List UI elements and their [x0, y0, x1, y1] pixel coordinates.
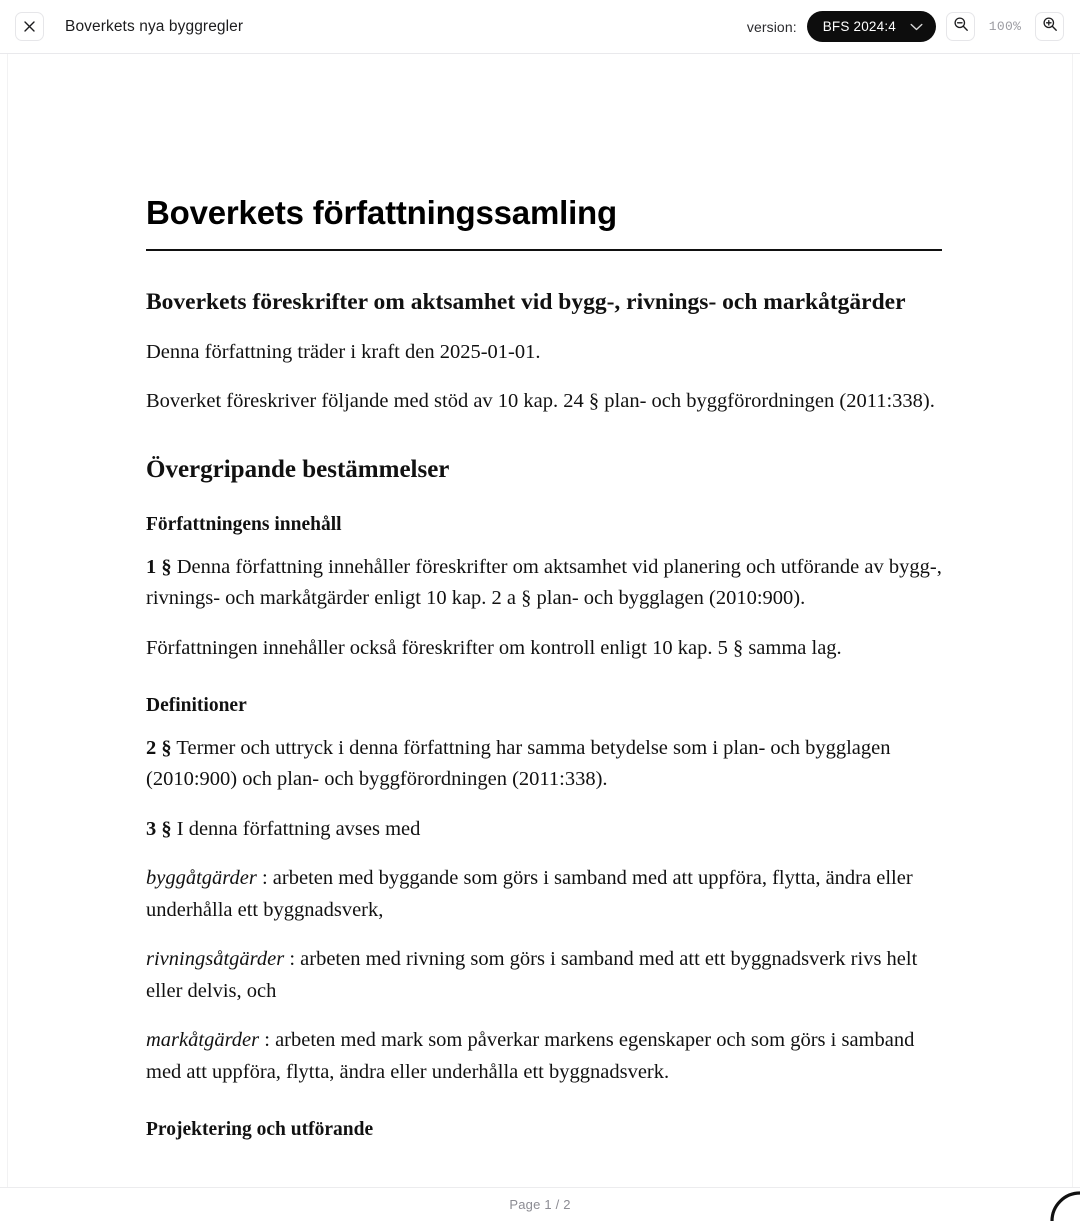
toolbar-right-group — [747, 11, 1064, 42]
document-viewport[interactable] — [0, 54, 1080, 1187]
definition-item — [146, 1025, 942, 1088]
paragraph-number-1: 1 § — [146, 555, 172, 578]
paragraph-2-text: Termer och uttryck i denna författning har samma betydelse som i plan- och bygglagen (2010:900) och plan- och byggförordningen (2011:338). — [146, 736, 891, 791]
paragraph-3-text: I denna författning avses med — [171, 817, 421, 840]
document-content — [8, 54, 1072, 1141]
definition-item — [146, 944, 942, 1007]
document-heading-subtitle: Boverkets föreskrifter om aktsamhet vid bygg-, rivnings- och markåtgärder — [146, 289, 906, 315]
definition-separator: : — [284, 948, 301, 971]
paragraph-1b: Författningen innehåller också föreskrifter om kontroll enligt 10 kap. 5 § samma lag. — [146, 636, 842, 659]
version-dropdown-value: BFS 2024:4 — [822, 19, 896, 34]
definition-item — [146, 863, 942, 926]
document-page — [7, 54, 1073, 1187]
document-heading-main: Boverkets författningssamling — [146, 194, 942, 251]
zoom-out-button[interactable] — [946, 12, 975, 41]
close-icon — [23, 20, 36, 33]
document-footer — [0, 1187, 1080, 1221]
close-button[interactable] — [15, 12, 44, 41]
definition-separator: : — [256, 867, 273, 890]
chevron-down-icon — [910, 19, 923, 34]
subsection-heading-definitioner: Definitioner — [146, 694, 247, 716]
zoom-in-icon — [1042, 16, 1058, 37]
paragraph-number-3: 3 § — [146, 817, 172, 840]
paragraph-bemyndigande: Boverket föreskriver följande med stöd av 10 kap. 24 § plan- och byggförordningen (2011:338). — [146, 390, 935, 413]
resize-handle[interactable] — [1046, 1187, 1080, 1221]
paragraph-1 — [146, 552, 942, 615]
definition-term: markåtgärder — [146, 1029, 260, 1052]
definition-term: byggåtgärder — [146, 867, 257, 890]
page-title: Boverkets nya byggregler — [65, 17, 244, 35]
page-indicator: Page 1 / 2 — [509, 1197, 571, 1212]
section-heading-overgripande: Övergripande bestämmelser — [146, 455, 450, 483]
paragraph-ikrafttradande: Denna författning träder i kraft den 2025-01-01. — [146, 340, 541, 363]
version-label: version: — [746, 18, 797, 35]
paragraph-2 — [146, 733, 942, 796]
definition-term: rivningsåtgärder — [146, 948, 285, 971]
zoom-out-icon — [953, 16, 969, 37]
definition-separator: : — [259, 1029, 276, 1052]
paragraph-3 — [146, 814, 942, 846]
definition-text: arbeten med byggande som görs i samband med att uppföra, flytta, ändra eller underhålla ett byggnadsverk, — [146, 867, 913, 921]
zoom-in-button[interactable] — [1035, 12, 1064, 41]
paragraph-number-2: 2 § — [146, 736, 172, 759]
zoom-level-value: 100% — [988, 19, 1022, 34]
version-dropdown[interactable] — [807, 11, 936, 42]
definition-text: arbeten med mark som påverkar markens egenskaper och som görs i samband med att uppföra, flytta, ändra eller underhålla ett byggnadsverk. — [146, 1029, 915, 1084]
subsection-heading-projektering: Projektering och utförande — [146, 1118, 374, 1140]
paragraph-1-text: Denna författning innehåller föreskrifter om aktsamhet vid planering och utförande av bygg-, rivnings- och markåtgärder enligt 10 kap. 2 a § plan- och bygglagen (2010:900). — [146, 555, 942, 610]
toolbar — [0, 0, 1080, 54]
subsection-heading-innehall: Författningens innehåll — [146, 513, 342, 535]
definition-text: arbeten med rivning som görs i samband med att ett byggnadsverk rivs helt eller delvis, och — [146, 948, 918, 1002]
